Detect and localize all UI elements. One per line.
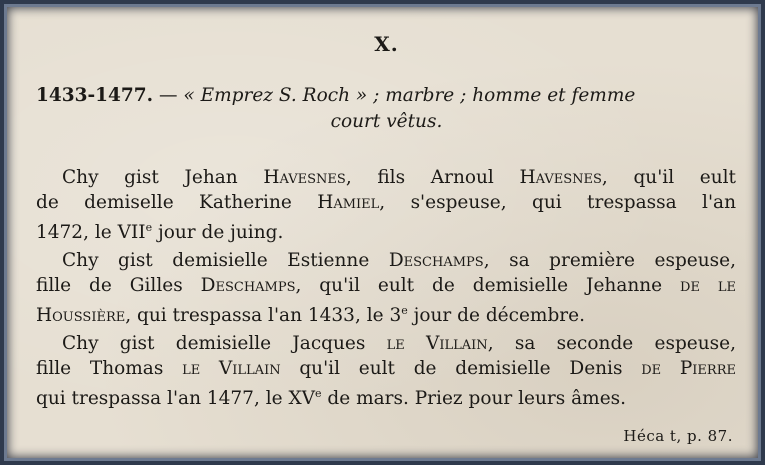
- source-reference: Héca t, p. 87.: [623, 427, 733, 445]
- proper-name: Deschamps: [200, 275, 296, 296]
- chapter-number: X.: [374, 32, 399, 56]
- entry-dates: 1433-1477.: [36, 85, 154, 106]
- heading-dash: —: [159, 85, 178, 106]
- proper-name: Havesnes: [263, 167, 346, 188]
- text-line: 1472, le VIIe jour de juing.: [36, 221, 284, 244]
- superscript: e: [145, 221, 153, 234]
- entry-heading: [36, 84, 736, 108]
- proper-name: de le: [680, 275, 736, 296]
- proper-name: de Pierre: [641, 358, 736, 379]
- proper-name: le Villain: [386, 333, 488, 354]
- proper-name: Houssière: [36, 305, 126, 327]
- paragraph-3: [36, 331, 736, 411]
- paragraph-2: [36, 248, 736, 328]
- heading-title: « Emprez S. Roch » ; marbre ; homme et femme: [183, 85, 636, 106]
- document-page: [14, 14, 759, 459]
- text-line: fille de Gilles Deschamps, qu'il eult de demisielle Jehanne de le: [36, 275, 736, 296]
- paragraph-1: [36, 165, 736, 245]
- text-line: Chy gist demisielle Estienne Deschamps, sa première espeuse,: [62, 250, 736, 271]
- superscript: e: [401, 304, 408, 317]
- text-line: qui trespassa l'an 1477, le XVe de mars. Priez pour leurs âmes.: [36, 387, 627, 410]
- superscript: e: [315, 387, 322, 400]
- text-line: Houssière, qui trespassa l'an 1433, le 3e jour de décembre.: [36, 304, 585, 327]
- proper-name: Deschamps: [388, 250, 484, 271]
- text-line: de demiselle Katherine Hamiel, s'espeuse, qui trespassa l'an: [36, 192, 736, 213]
- text-line: fille Thomas le Villain qu'il eult de demisielle Denis de Pierre: [36, 358, 736, 379]
- proper-name: Havesnes: [519, 167, 602, 188]
- text-line: Chy gist Jehan Havesnes, fils Arnoul Havesnes, qu'il eult: [62, 167, 736, 188]
- heading-title-continued: court vêtus.: [330, 111, 443, 132]
- proper-name: le Villain: [182, 358, 281, 379]
- proper-name: Hamiel: [317, 192, 380, 213]
- text-line: Chy gist demisielle Jacques le Villain, sa seconde espeuse,: [62, 333, 736, 354]
